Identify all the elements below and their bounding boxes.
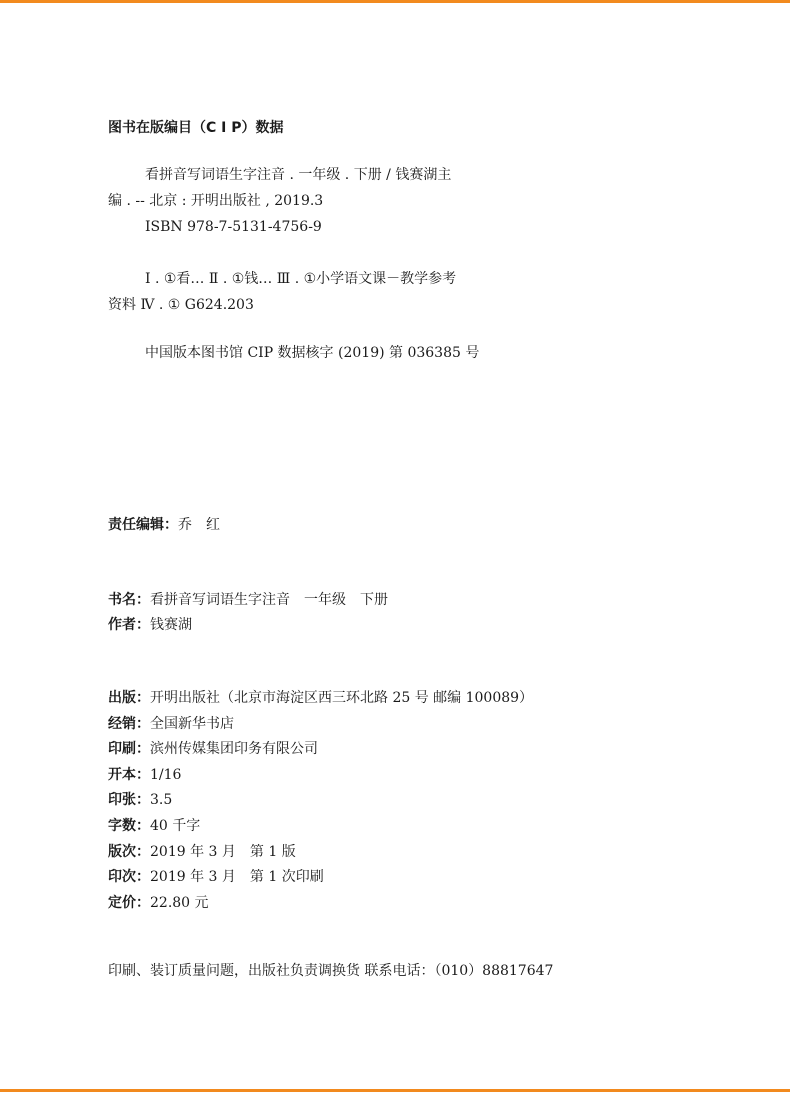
publication-label: 开本：: [108, 766, 150, 783]
bottom-accent-rule: [0, 1089, 790, 1092]
cip-classification: [108, 266, 456, 318]
publication-label: 版次：: [108, 843, 150, 860]
publication-row: [108, 865, 533, 891]
publication-label: 印张：: [108, 792, 150, 809]
book-author-row: [108, 613, 388, 638]
publication-value: 2019 年 3 月 第 1 版: [150, 843, 296, 860]
contact-line: 印刷、装订质量问题，出版社负责调换货 联系电话：（010）88817647: [108, 963, 554, 979]
cip-heading: 图书在版编目（C I P）数据: [108, 120, 284, 136]
publication-row: [108, 763, 533, 789]
publication-label: 经销：: [108, 715, 150, 732]
book-title-label: 书名：: [108, 592, 150, 608]
cip-record-line: 编 . -- 北京 : 开明出版社 , 2019.3: [108, 193, 324, 209]
publication-row: [108, 712, 533, 738]
publication-details: [108, 686, 533, 916]
cip-classification-line: Ⅰ . ①看… Ⅱ . ①钱… Ⅲ . ①小学语文课－教学参考: [145, 271, 457, 287]
publication-value: 全国新华书店: [150, 715, 234, 732]
book-title-row: [108, 588, 388, 613]
editor-block: [108, 513, 220, 538]
book-grade: 一年级: [304, 592, 346, 608]
publication-row: [108, 891, 533, 917]
cip-verification-line: 中国版本图书馆 CIP 数据核字 (2019) 第 036385 号: [145, 345, 480, 361]
publication-label: 印次：: [108, 869, 150, 886]
publication-row: [108, 686, 533, 712]
publication-value: 1/16: [150, 766, 182, 783]
book-title-value: 看拼音写词语生字注音: [150, 592, 290, 608]
editor-value: 乔 红: [178, 517, 220, 533]
publication-row: [108, 737, 533, 763]
publication-value: 22.80 元: [150, 894, 209, 911]
cip-verification: [108, 341, 479, 366]
cip-isbn: ISBN 978-7-5131-4756-9: [145, 219, 322, 235]
publication-value: 开明出版社（北京市海淀区西三环北路 25 号 邮编 100089）: [150, 690, 534, 706]
publication-value: 3.5: [150, 792, 173, 809]
publication-value: 滨州传媒集团印务有限公司: [150, 741, 318, 758]
book-info-block: [108, 588, 388, 638]
publication-row: [108, 788, 533, 814]
book-volume: 下册: [360, 592, 388, 608]
publication-label: 印刷：: [108, 741, 150, 758]
book-author-value: 钱赛湖: [150, 617, 192, 633]
publication-row: [108, 814, 533, 840]
publication-row: [108, 840, 533, 866]
book-author-label: 作者：: [108, 617, 150, 633]
cip-classification-line: 资料 Ⅳ . ① G624.203: [108, 297, 254, 313]
cip-record-line: 看拼音写词语生字注音 . 一年级 . 下册 / 钱赛湖主: [145, 167, 452, 183]
editor-label: 责任编辑：: [108, 517, 178, 533]
publication-label: 字数：: [108, 817, 150, 834]
top-accent-rule: [0, 0, 790, 3]
cip-record: [108, 162, 451, 240]
publication-label: 出版：: [108, 690, 150, 706]
publication-value: 40 千字: [150, 817, 201, 834]
publication-value: 2019 年 3 月 第 1 次印刷: [150, 869, 324, 886]
contact-block: [108, 959, 553, 984]
publication-label: 定价：: [108, 894, 150, 911]
